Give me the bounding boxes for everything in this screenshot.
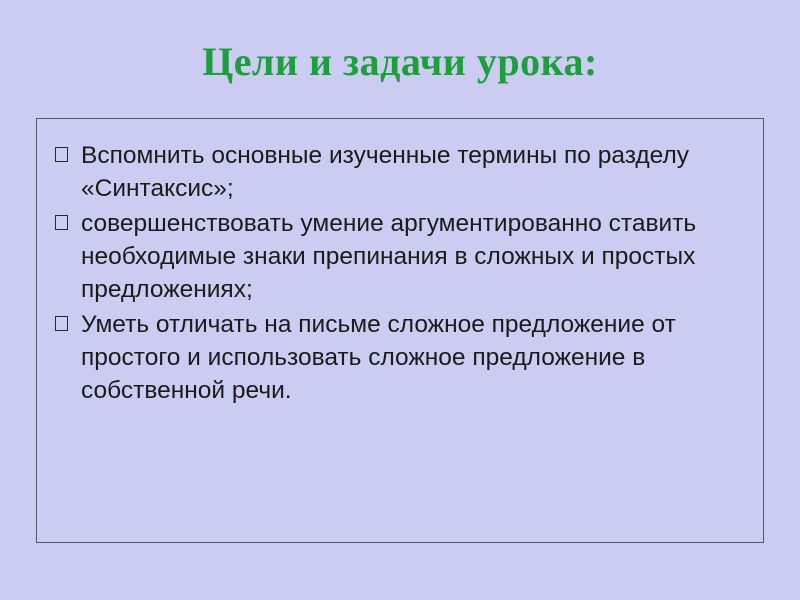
list-item (53, 207, 741, 306)
list-item-text: Уметь отличать на письме сложное предложение от простого и использовать сложное предложение в собственной речи. (81, 311, 676, 404)
empty-square-bullet-icon (55, 139, 68, 172)
empty-square-bullet-icon (55, 308, 68, 341)
list-item-text: Вспомнить основные изученные термины по разделу «Синтаксис»; (81, 142, 690, 202)
list-item (53, 139, 741, 205)
content-box (36, 118, 764, 543)
empty-square-bullet-icon (55, 207, 68, 240)
list-item-text: совершенствовать умение аргументированно ставить необходимые знаки препинания в сложных и простых предложениях; (81, 210, 697, 303)
bullet-list (53, 139, 741, 407)
page-title: Цели и задачи урока: (202, 39, 598, 84)
list-item (53, 308, 741, 407)
